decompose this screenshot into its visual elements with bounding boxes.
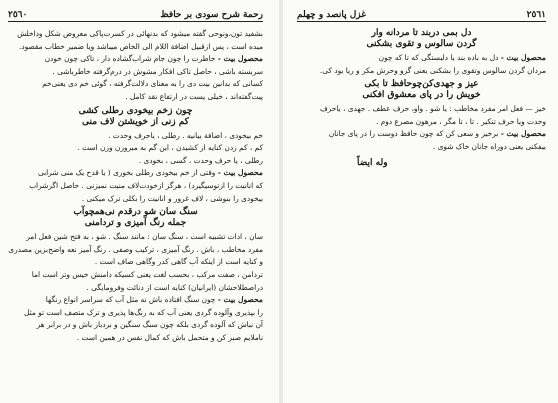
- line-text: خاطرت را چون جام شراب‌گشاده دار ، تاکی چون خودن: [44, 54, 218, 64]
- verse-line: دل بمی دربند تا مردانه وار: [371, 28, 472, 38]
- line-text: کسانی که بدانین بیت دی را به معنای دلالت‌گرفته ، گوئی خم دی یعنی‌خم: [42, 79, 263, 89]
- bold-label: محصول بیت -: [217, 295, 263, 305]
- verse-line: جمله رنگ آمیزی و تردامنی: [84, 218, 187, 229]
- text-line: [8, 155, 263, 168]
- left-verse-1: [8, 106, 263, 128]
- line-text: رطلی ، یا حرف وحدت ، گسی ، بخودی .: [138, 155, 263, 165]
- text-line: [8, 180, 263, 193]
- text-line: [297, 52, 546, 65]
- text-line: [8, 28, 263, 41]
- line-text: وحدت ویا حرف تنکیر . تا ، تا مگر ، مرهون مصرع دوم .: [375, 116, 546, 126]
- bold-label: محصول بیت -: [217, 54, 263, 64]
- left-page-number: ٢٥٦٠: [8, 10, 28, 20]
- line-text: مردان گردن سالوس وتقوی را بشکنی یعنی گرو وحرش مکر و ریا بود کی.: [319, 65, 546, 75]
- text-line: [8, 269, 263, 282]
- text-line: [8, 66, 263, 79]
- line-text: بیخودی را بنوشی ، لاف غرور و انانیت را بکلی ترک میکنی .: [81, 193, 263, 203]
- line-text: سربسته باشی ، حاصل تاکی افکار مشوش در درم‌گرفته خاطرباشی .: [52, 66, 263, 76]
- text-line: [8, 41, 263, 54]
- text-line: [8, 142, 263, 155]
- text-line: [8, 244, 263, 257]
- line-text: برخیز و سعی کن که چون حافظ دوست را در پای جانان: [328, 129, 501, 139]
- text-line: [8, 91, 263, 104]
- text-line: [8, 282, 263, 295]
- text-line: [8, 332, 263, 345]
- text-line: [297, 128, 546, 141]
- line-text: مفرد مخاطب ، باش . رنگ آمیزی ، ترکیب وصفی . رنگ آمیز نعه واضح‌بزین مصدری: [8, 244, 263, 254]
- text-line: [8, 319, 263, 332]
- line-text: کم ، کم زدن کنایه از کشیدن ، این گم به مبروزن وزن است .: [77, 143, 263, 153]
- text-line: [297, 103, 546, 116]
- right-commentary-2: [297, 103, 546, 153]
- text-line: [8, 193, 263, 206]
- bold-label: محصول بیت -: [217, 168, 263, 178]
- line-text: میده است ، پس ازقبیل اضافة اللام الی الخاص میباشد ویا ضمیر خطاب مقصود.: [18, 41, 263, 51]
- closing-note: وله ایضاً: [357, 157, 388, 168]
- verse-line: خویش را در پای معشوق افکنی: [362, 90, 481, 101]
- line-text: بشفید تون،ونوحی گفته میشود که بدنهائی در کسرت‌پاکی معروض شکل وداخلش: [17, 29, 263, 38]
- verse-line: کم زنی از خویشتن لاف منی: [82, 116, 189, 127]
- line-text: ناملایم صبر کن و متحمل باش که کمال نفس در همین است .: [76, 332, 263, 342]
- verse-line: سنگ سان شو درقدم نی‌همچوآب: [73, 207, 198, 218]
- right-commentary-1: [297, 52, 546, 77]
- line-text: وقتی از خم بیخودی رطلی بخوری ( یا قدح یک منی شرابی: [37, 168, 218, 178]
- verse-line: عیز و جهدی‌کن‌چوحافظ تا بکی: [364, 79, 479, 90]
- left-commentary-2: [8, 130, 263, 206]
- right-page: [283, 0, 558, 403]
- verse-line: گردن سالوس و تقوی بشکنی: [366, 39, 477, 49]
- left-page-header: [8, 6, 263, 22]
- line-text: بیفکنی یعنی دوراه جانان خاک شوی .: [432, 141, 546, 151]
- right-page-number: ٢٥٦١: [526, 10, 546, 20]
- line-text: خیز — فعل امر مفرد مخاطب : یا شو . واو، حرف عطف . جهدی ، یاحرف: [320, 104, 546, 114]
- text-line: [8, 256, 263, 269]
- bold-label: محصول بیت -: [500, 53, 546, 62]
- text-line: [297, 141, 546, 154]
- line-text: آن نباش که آلوده گردی بلکه چون سنگ سنگین و بردبار باش و در برابر هر: [36, 320, 263, 330]
- text-line: [297, 116, 546, 129]
- line-text: پیت‌گفته‌اند ، خیلی پست در ارتفاع نقد کامل .: [125, 91, 263, 101]
- line-text: دل به باده بند یا دلبستگی که تا که چون: [378, 53, 501, 62]
- left-commentary-3: [8, 231, 263, 344]
- line-text: را بپذیری وآلوده گردی یعنی آب که به رنگ‌ها پذیری و ترک متصف است تو مثل: [24, 307, 263, 317]
- line-text: دراصطلاحشان (ایرانیان) کنایه است از دنائت وفرومایگی .: [86, 282, 263, 292]
- verse-line: چون ز‌خم بیخودی رطلی کشی: [78, 105, 193, 116]
- text-line: [8, 231, 263, 244]
- right-page-header: [297, 6, 546, 22]
- line-text: سان ، ادات تشبیه است ، سنگ سان : مانند سنگ . شو ، به فتح شین فعل امر: [26, 232, 263, 242]
- line-text: که انانیت را ازتوسیگیرد) ، هرگز ازخودت‌لاف منیت نمیزنی . حاصل اگرشراب: [29, 180, 263, 190]
- text-line: [297, 65, 546, 78]
- text-line: [8, 307, 263, 320]
- right-page-title: غزل پانصد و چهلم: [297, 10, 366, 20]
- line-text: خم بیخودی ، اضافة بیانیه . رطلی ، یاحرف وحدت .: [108, 130, 263, 140]
- right-verse-2: [297, 79, 546, 101]
- left-page-title: رحمة شرح سودی بر حافظ: [160, 10, 263, 20]
- line-text: چون سنگ افتاده باش نه مثل آب که سراسر انواع رنگها: [45, 295, 218, 305]
- right-verse-1: [297, 28, 546, 50]
- text-line: [8, 53, 263, 66]
- text-line: [8, 78, 263, 91]
- text-line: [8, 130, 263, 143]
- left-commentary-1: [8, 28, 263, 104]
- line-text: تردامن ، صفت مرکب ، بحسب لغت یعنی کسیکه دامنش خیس وتر است اما: [31, 269, 263, 279]
- text-line: [8, 167, 263, 180]
- line-text: و کنایه است از اینکه آب گاهی کدر وگاهی صاف است .: [94, 257, 263, 267]
- bold-label: محصول بیت -: [500, 129, 546, 139]
- left-verse-2: [8, 207, 263, 229]
- text-line: [8, 294, 263, 307]
